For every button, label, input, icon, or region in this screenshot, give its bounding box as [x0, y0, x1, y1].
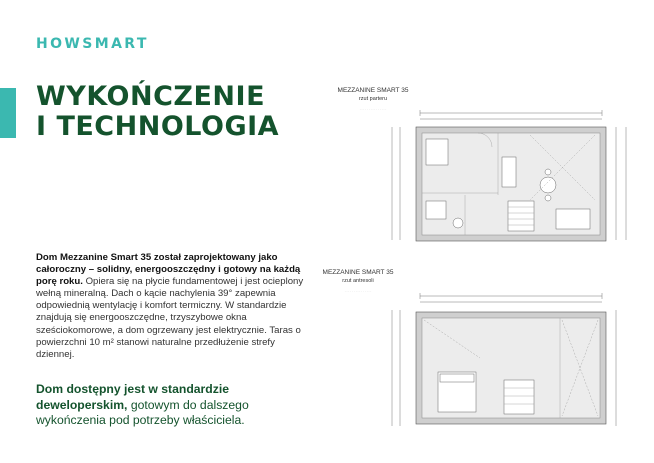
chair-icon-2	[545, 195, 551, 201]
pillow-icon	[440, 374, 474, 382]
title-line-1: WYKOŃCZENIE	[36, 81, 266, 112]
description-rest: Opiera się na płycie fundamentowej i jest ocieplony wełną mineralną. Dach o kącie nachylenia 39° zapewnia odpowiednią wentylację i komfort termiczny. W standardzie znajdują się energooszczędne, trzyszybowe okna sześciokomorowe, a dom ogrzewany jest elektrycznie. Taras o powierzchni 10 m² stanowi naturalne przedłużenie strefy dziennej.	[36, 276, 304, 360]
ground-floor-plan	[380, 105, 640, 255]
chair-icon	[545, 169, 551, 175]
description-highlight: na każdą porę roku.	[36, 264, 301, 288]
toilet-icon	[453, 218, 463, 228]
accent-bar	[0, 88, 16, 138]
dining-table-icon	[540, 177, 556, 193]
kitchen-unit-icon	[502, 157, 516, 187]
brand-logo: HOWSMART	[36, 36, 149, 52]
ground-floor-title: MEZZANINE SMART 35	[337, 87, 409, 94]
standard-note	[36, 382, 296, 429]
mezzanine-stairs-icon	[504, 380, 534, 414]
mezzanine-title: MEZZANINE SMART 35	[322, 269, 394, 276]
mezzanine-plan	[380, 288, 640, 438]
title-line-2: I TECHNOLOGIA	[36, 111, 280, 142]
shower-icon	[426, 201, 446, 219]
standard-note-rest: gotowym do dalszego wykończenia pod potrzeby właściciela.	[36, 397, 249, 427]
mezzanine-tiny-note: · · · · · · · · · · · · · · ·	[344, 289, 372, 293]
description-paragraph	[36, 252, 306, 361]
counter-icon	[426, 139, 448, 165]
mezzanine-subtitle: rzut antresoli	[342, 278, 374, 284]
page-title	[36, 82, 279, 142]
ground-floor-subtitle: rzut parteru	[358, 96, 388, 102]
ground-floor-tiny-note: · · · · · · · · · · · · · · ·	[359, 107, 387, 111]
sofa-icon	[556, 209, 590, 229]
description-intro: Dom Mezzanine Smart 35 został zaprojektowany jako całoroczny – solidny, energooszczędny i gotowy	[36, 252, 278, 276]
stairs-icon	[508, 201, 534, 231]
standard-note-bold: Dom dostępny jest w standardzie deweloperskim,	[36, 382, 230, 412]
